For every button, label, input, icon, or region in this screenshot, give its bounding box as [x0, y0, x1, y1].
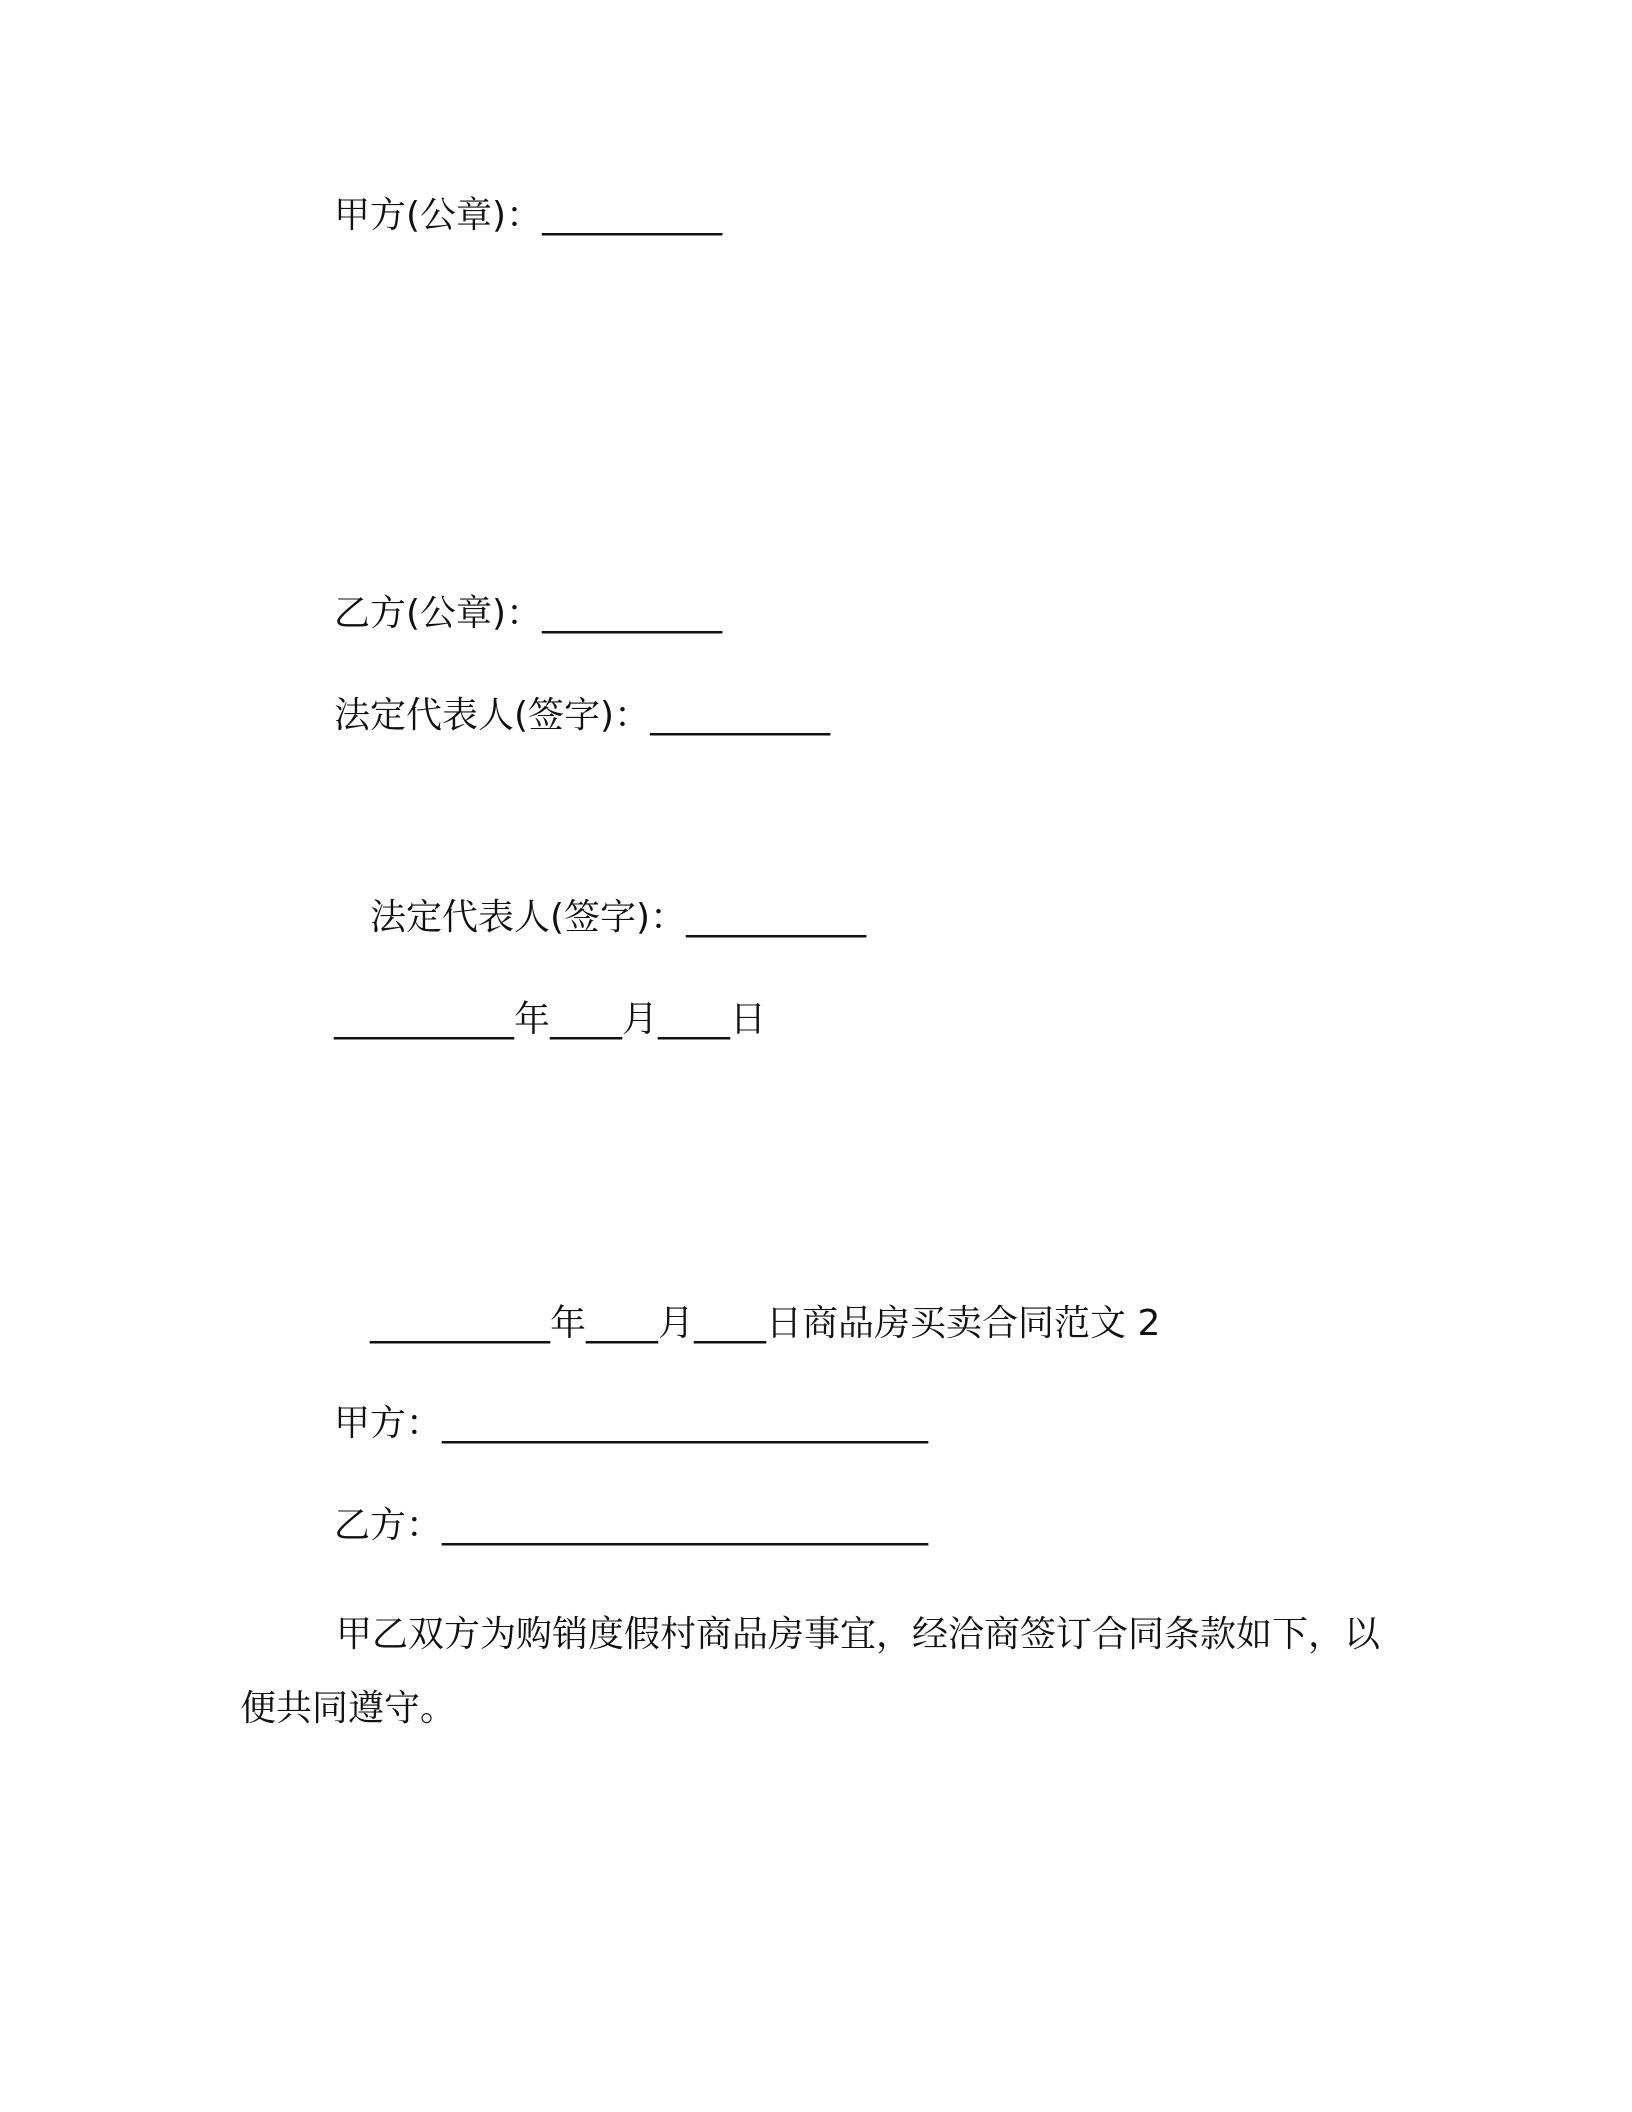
party-a-seal-line: 甲方(公章)：__________	[334, 195, 723, 236]
party-b-seal-line: 乙方(公章)：__________	[334, 593, 723, 634]
party-a-name-line: 甲方：___________________________	[334, 1403, 929, 1444]
legal-representative-line-2: 法定代表人(签字)：__________	[370, 897, 867, 938]
intro-paragraph: 甲乙双方为购销度假村商品房事宜，经洽商签订合同条款如下，以便共同遵守。	[240, 1614, 1381, 1729]
party-b-name-line: 乙方：___________________________	[334, 1505, 929, 1546]
legal-representative-line-1: 法定代表人(签字)：__________	[334, 695, 831, 736]
signing-date-line: __________年____月____日	[334, 999, 766, 1040]
contract-title-line: __________年____月____日商品房买卖合同范文 2	[370, 1303, 1161, 1344]
